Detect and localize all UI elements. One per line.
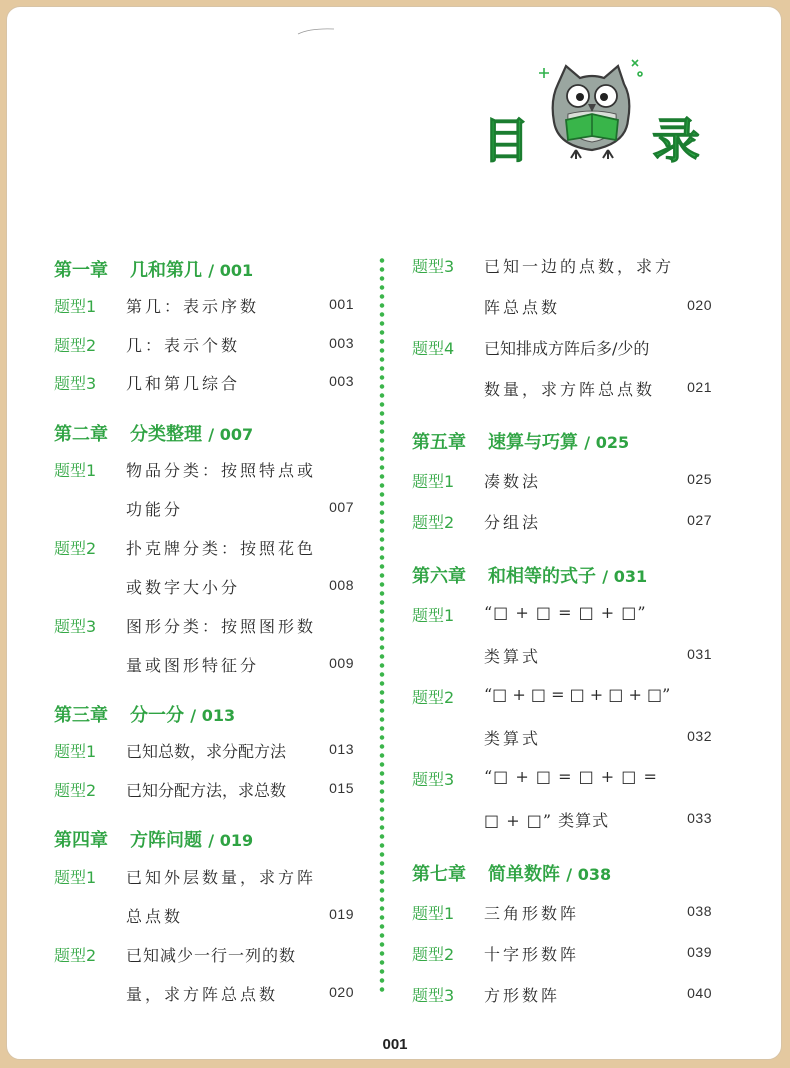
title-char-mu: 目	[482, 113, 531, 169]
chapter-2-heading[interactable]: 第二章 分类整理 / 007	[54, 424, 254, 445]
toc-entry[interactable]: 题型3 已知一边的点数，求方	[412, 257, 675, 276]
chapter-5-heading[interactable]: 第五章 速算与巧算 / 025	[412, 432, 630, 453]
toc-entry[interactable]: 题型2 几：表示个数 003	[54, 335, 354, 355]
toc-entry-continued[interactable]: 类算式 031	[484, 646, 712, 666]
toc-entry[interactable]: 题型2 已知减少一行一列的数	[54, 946, 297, 965]
toc-entry[interactable]: 题型2 扑克牌分类：按照花色	[54, 539, 317, 558]
toc-entry[interactable]: 题型1 已知总数，求分配方法 013	[54, 741, 354, 761]
toc-entry[interactable]: 题型3 “□ + □ = □ + □ =	[412, 767, 658, 789]
chapter-6-heading[interactable]: 第六章 和相等的式子 / 031	[412, 566, 648, 587]
toc-entry-continued[interactable]: □ + □” 类算式 033	[484, 810, 712, 830]
toc-entry[interactable]: 题型3 几和第几综合 003	[54, 373, 354, 393]
title-char-lu: 录	[652, 113, 701, 169]
toc-entry[interactable]: 题型3 方形数阵 040	[412, 985, 712, 1005]
toc-entry[interactable]: 题型1 凑数法 025	[412, 471, 712, 491]
owl-reading-icon	[536, 58, 646, 164]
toc-entry-continued[interactable]: 量或图形特征分 009	[126, 655, 354, 675]
toc-entry[interactable]: 题型3 图形分类：按照图形数	[54, 617, 317, 636]
chapter-7-heading[interactable]: 第七章 简单数阵 / 038	[412, 864, 612, 885]
toc-entry-continued[interactable]: 功能分 007	[126, 499, 354, 519]
toc-entry[interactable]: 题型1 “□ + □ = □ + □”	[412, 603, 647, 625]
toc-entry[interactable]: 题型1 物品分类：按照特点或	[54, 461, 317, 480]
toc-entry[interactable]: 题型1 第几：表示序数 001	[54, 296, 354, 316]
toc-entry-continued[interactable]: 量，求方阵总点数 020	[126, 984, 354, 1004]
column-divider	[379, 256, 385, 994]
toc-entry-continued[interactable]: 数量，求方阵总点数 021	[484, 379, 712, 399]
toc-entry-continued[interactable]: 类算式 032	[484, 728, 712, 748]
toc-entry-continued[interactable]: 阵总点数 020	[484, 297, 712, 317]
toc-entry[interactable]: 题型1 三角形数阵 038	[412, 903, 712, 923]
decorative-speck	[296, 26, 336, 36]
chapter-3-heading[interactable]: 第三章 分一分 / 013	[54, 705, 236, 726]
chapter-4-heading[interactable]: 第四章 方阵问题 / 019	[54, 830, 254, 851]
toc-entry[interactable]: 题型2 已知分配方法，求总数 015	[54, 780, 354, 800]
toc-title	[482, 58, 712, 168]
toc-entry-continued[interactable]: 总点数 019	[126, 906, 354, 926]
toc-entry[interactable]: 题型2 “□ + □ = □ + □ + □”	[412, 685, 671, 707]
chapter-1-heading[interactable]: 第一章 几和第几 / 001	[54, 260, 254, 281]
toc-entry[interactable]: 题型1 已知外层数量，求方阵	[54, 868, 317, 887]
page-number: 001	[382, 1036, 408, 1053]
toc-entry[interactable]: 题型2 十字形数阵 039	[412, 944, 712, 964]
toc-entry[interactable]: 题型4 已知排成方阵后多/少的	[412, 339, 650, 358]
toc-entry[interactable]: 题型2 分组法 027	[412, 512, 712, 532]
toc-entry-continued[interactable]: 或数字大小分 008	[126, 577, 354, 597]
